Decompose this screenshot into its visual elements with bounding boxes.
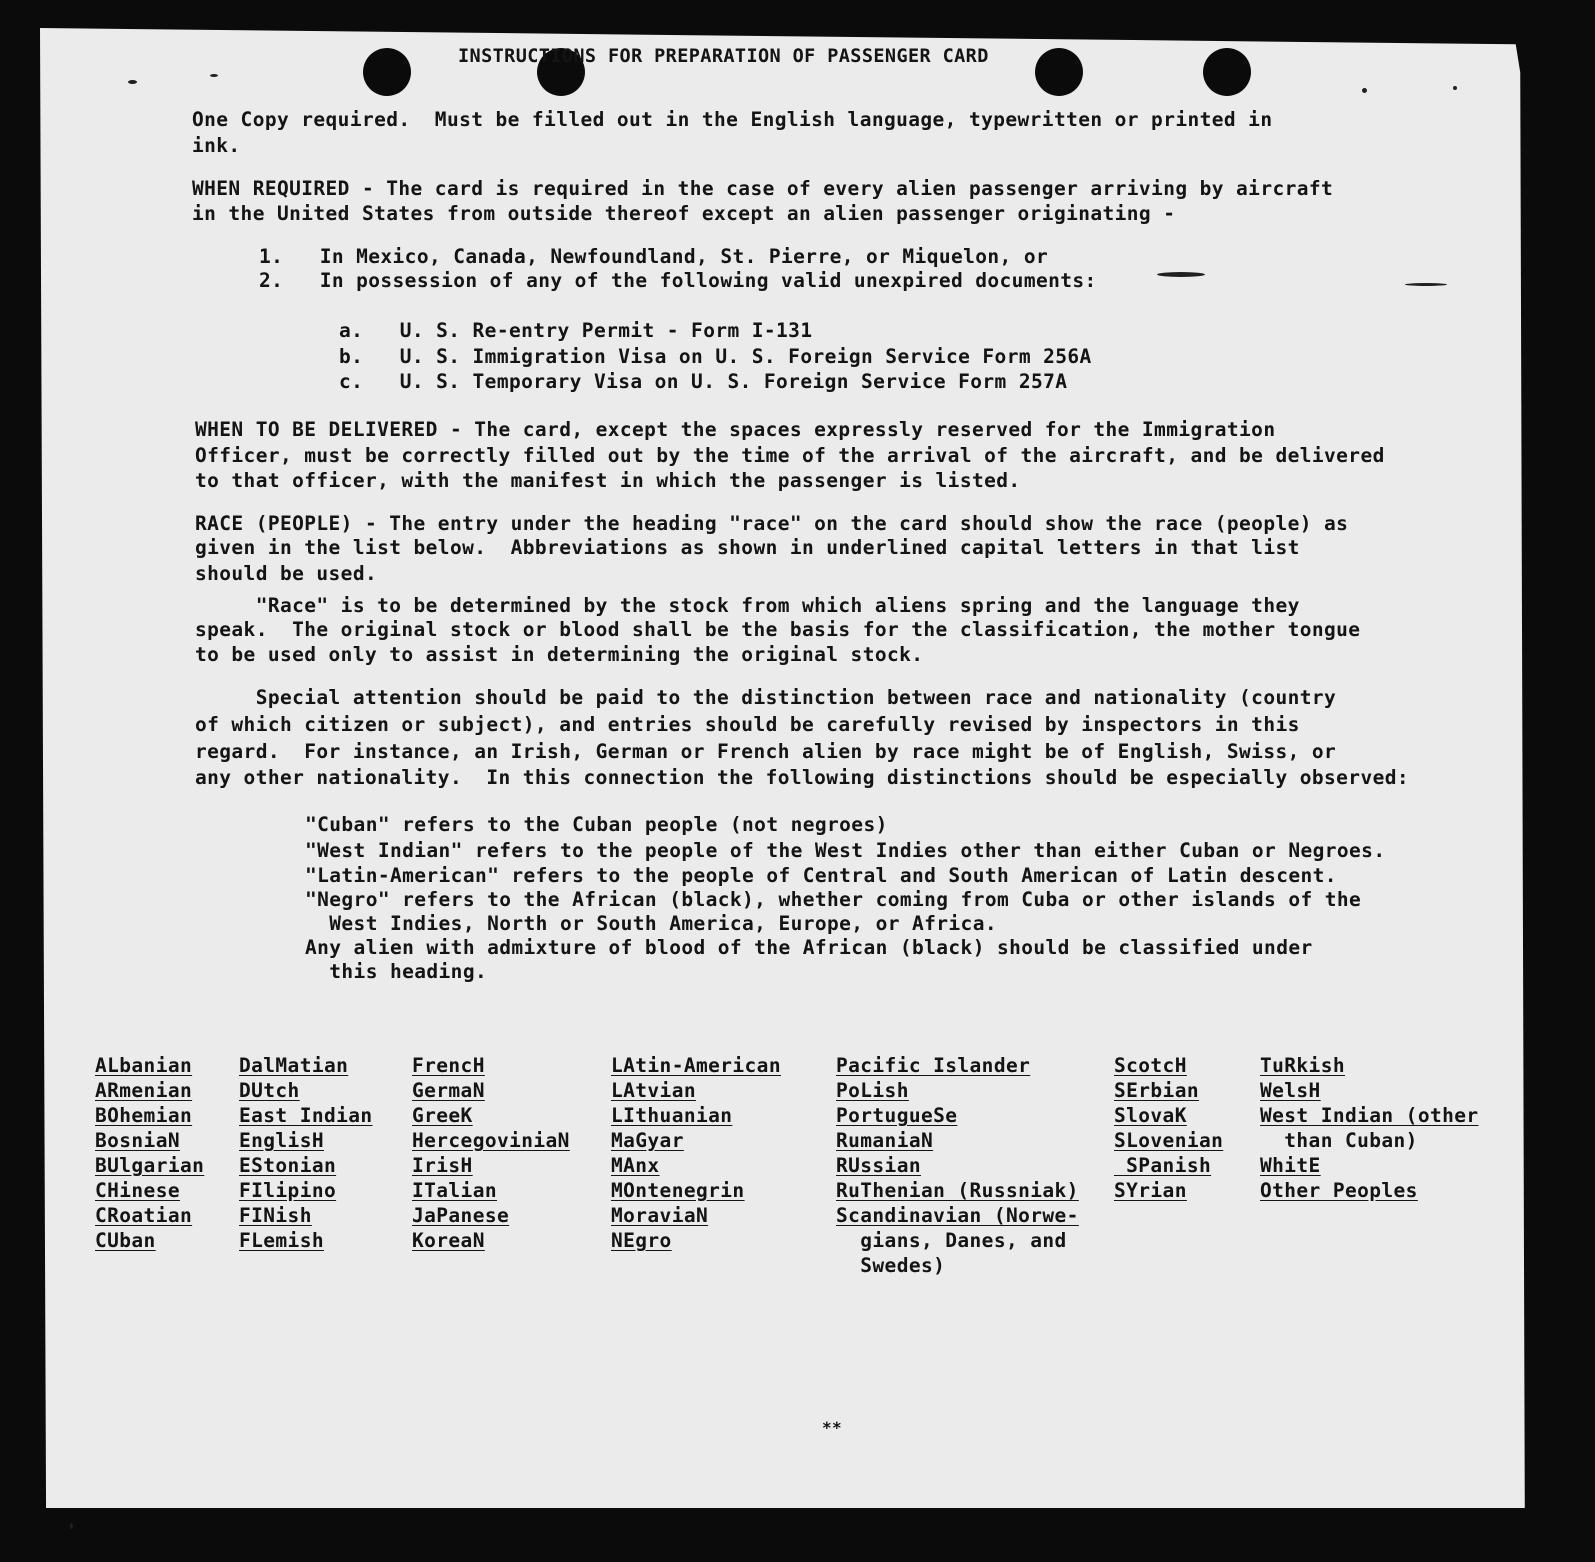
race-entry: RumaniaN <box>836 1129 934 1152</box>
race-entry: SYrian <box>1114 1179 1187 1202</box>
race-entry: WhitE <box>1260 1154 1321 1177</box>
race-entry: FrencH <box>412 1054 485 1077</box>
race-entry: DalMatian <box>239 1054 349 1077</box>
race-entry: SErbian <box>1114 1079 1199 1102</box>
distinction-line: this heading. <box>305 960 488 983</box>
race-definition-line: speak. The original stock or blood shall be the basis for the classification, the mother tongue <box>195 618 1361 641</box>
when-delivered-line: to that officer, with the manifest in which the passenger is listed. <box>195 469 1021 492</box>
race-entry: MAnx <box>611 1154 660 1177</box>
race-line: should be used. <box>195 562 378 585</box>
distinction-line: West Indies, North or South America, Europe, or Africa. <box>305 912 997 935</box>
race-entry: LAtvian <box>611 1079 696 1102</box>
distinction-line: "Negro" refers to the African (black), whether coming from Cuba or other islands of the <box>305 888 1362 911</box>
race-entry: RUssian <box>836 1154 921 1177</box>
ink-speck <box>1362 88 1367 93</box>
punch-hole <box>1035 48 1083 96</box>
document-subitem: b. U. S. Immigration Visa on U. S. Foreign Service Form 256A <box>339 345 1092 368</box>
race-list-column-2 <box>239 1053 373 1253</box>
race-definition-line: "Race" is to be determined by the stock from which aliens spring and the language they <box>195 594 1300 617</box>
document-subitem: c. U. S. Temporary Visa on U. S. Foreign Service Form 257A <box>339 370 1068 393</box>
attention-line: of which citizen or subject), and entries should be carefully revised by inspectors in this <box>195 713 1300 736</box>
distinction-line: "West Indian" refers to the people of the West Indies other than either Cuban or Negroes. <box>305 839 1386 862</box>
intro-line: ink. <box>192 134 241 157</box>
footer-mark: ** <box>822 1418 843 1437</box>
when-required-line: WHEN REQUIRED - The card is required in the case of every alien passenger arriving by aircraft <box>192 177 1334 200</box>
race-entry: CRoatian <box>95 1204 193 1227</box>
when-delivered-line: WHEN TO BE DELIVERED - The card, except the spaces expressly reserved for the Immigration <box>195 418 1276 441</box>
race-entry: MOntenegrin <box>611 1179 745 1202</box>
race-list-column-6 <box>1114 1053 1223 1203</box>
race-entry: LIthuanian <box>611 1104 733 1127</box>
race-entry: East Indian <box>239 1104 373 1127</box>
race-entry: FINish <box>239 1204 312 1227</box>
race-entry: TuRkish <box>1260 1054 1345 1077</box>
race-entry: NEgro <box>611 1229 672 1252</box>
race-entry: PoLish <box>836 1079 909 1102</box>
ink-speck <box>1157 272 1205 277</box>
distinction-line: "Latin-American" refers to the people of Central and South American of Latin descent. <box>305 864 1337 887</box>
race-entry: IrisH <box>412 1154 473 1177</box>
race-entry: ITalian <box>412 1179 497 1202</box>
when-required-line: in the United States from outside thereof except an alien passenger originating - <box>192 202 1176 225</box>
race-entry: LAtin-American <box>611 1054 781 1077</box>
race-entry: FIlipino <box>239 1179 337 1202</box>
race-entry: RuThenian (Russniak) <box>836 1179 1079 1202</box>
race-definition-line: to be used only to assist in determining the original stock. <box>195 643 924 666</box>
race-entry: WelsH <box>1260 1079 1321 1102</box>
ink-speck <box>1453 86 1457 90</box>
attention-line: Special attention should be paid to the distinction between race and nationality (country <box>195 686 1337 709</box>
race-entry: DUtch <box>239 1079 300 1102</box>
ink-speck <box>1405 283 1447 286</box>
when-required-item: 2. In possession of any of the following valid unexpired documents: <box>259 269 1097 292</box>
race-entry: Other Peoples <box>1260 1179 1418 1202</box>
distinction-line: "Cuban" refers to the Cuban people (not negroes) <box>305 813 888 836</box>
race-entry: Scandinavian (Norwe- <box>836 1204 1079 1227</box>
race-entry: BosniaN <box>95 1129 180 1152</box>
race-line: RACE (PEOPLE) - The entry under the heading "race" on the card should show the race (people) as <box>195 512 1349 535</box>
document-subitem: a. U. S. Re-entry Permit - Form I-131 <box>339 319 813 342</box>
race-entry: EnglisH <box>239 1129 324 1152</box>
race-entry: GermaN <box>412 1079 485 1102</box>
race-entry: MoraviaN <box>611 1204 709 1227</box>
punch-hole <box>363 48 411 96</box>
race-entry: ScotcH <box>1114 1054 1187 1077</box>
race-entry: SlovaK <box>1114 1104 1187 1127</box>
race-entry: CUban <box>95 1229 156 1252</box>
race-entry: BOhemian <box>95 1104 193 1127</box>
race-entry: MaGyar <box>611 1129 684 1152</box>
race-entry-continued: than Cuban) <box>1260 1129 1418 1152</box>
race-entry: Pacific Islander <box>836 1054 1031 1077</box>
race-entry-continued: Swedes) <box>836 1254 946 1277</box>
ink-speck <box>128 80 137 84</box>
punch-hole <box>1203 48 1251 96</box>
race-entry: HercegoviniaN <box>412 1129 570 1152</box>
race-entry: SPanish <box>1114 1154 1212 1177</box>
distinction-line: Any alien with admixture of blood of the African (black) should be classified under <box>305 936 1313 959</box>
race-entry: EStonian <box>239 1154 337 1177</box>
race-entry: PortugueSe <box>836 1104 958 1127</box>
ink-speck <box>70 1523 73 1529</box>
ink-speck <box>210 74 218 77</box>
race-entry: KoreaN <box>412 1229 485 1252</box>
when-required-item: 1. In Mexico, Canada, Newfoundland, St. Pierre, or Miquelon, or <box>259 245 1049 268</box>
race-list-column-7 <box>1260 1053 1479 1203</box>
race-entry: FLemish <box>239 1229 324 1252</box>
attention-line: any other nationality. In this connection the following distinctions should be especially observed: <box>195 766 1409 789</box>
race-list-column-4 <box>611 1053 781 1253</box>
race-entry: BUlgarian <box>95 1154 205 1177</box>
race-entry: ALbanian <box>95 1054 193 1077</box>
race-entry-continued: gians, Danes, and <box>836 1229 1067 1252</box>
intro-line: One Copy required. Must be filled out in the English language, typewritten or printed in <box>192 108 1273 131</box>
race-list-column-1 <box>95 1053 204 1253</box>
race-list-column-3 <box>412 1053 570 1253</box>
race-entry: West Indian (other <box>1260 1104 1479 1127</box>
race-entry: GreeK <box>412 1104 473 1127</box>
race-entry: ARmenian <box>95 1079 193 1102</box>
race-entry: CHinese <box>95 1179 180 1202</box>
page-title: INSTRUCTIONS FOR PREPARATION OF PASSENGER CARD <box>458 46 989 67</box>
race-entry: SLovenian <box>1114 1129 1224 1152</box>
race-line: given in the list below. Abbreviations as shown in underlined capital letters in that list <box>195 536 1300 559</box>
when-delivered-line: Officer, must be correctly filled out by the time of the arrival of the aircraft, and be delivered <box>195 444 1385 467</box>
race-list-column-5 <box>836 1053 1079 1278</box>
attention-line: regard. For instance, an Irish, German or French alien by race might be of English, Swiss, or <box>195 740 1337 763</box>
race-entry: JaPanese <box>412 1204 510 1227</box>
